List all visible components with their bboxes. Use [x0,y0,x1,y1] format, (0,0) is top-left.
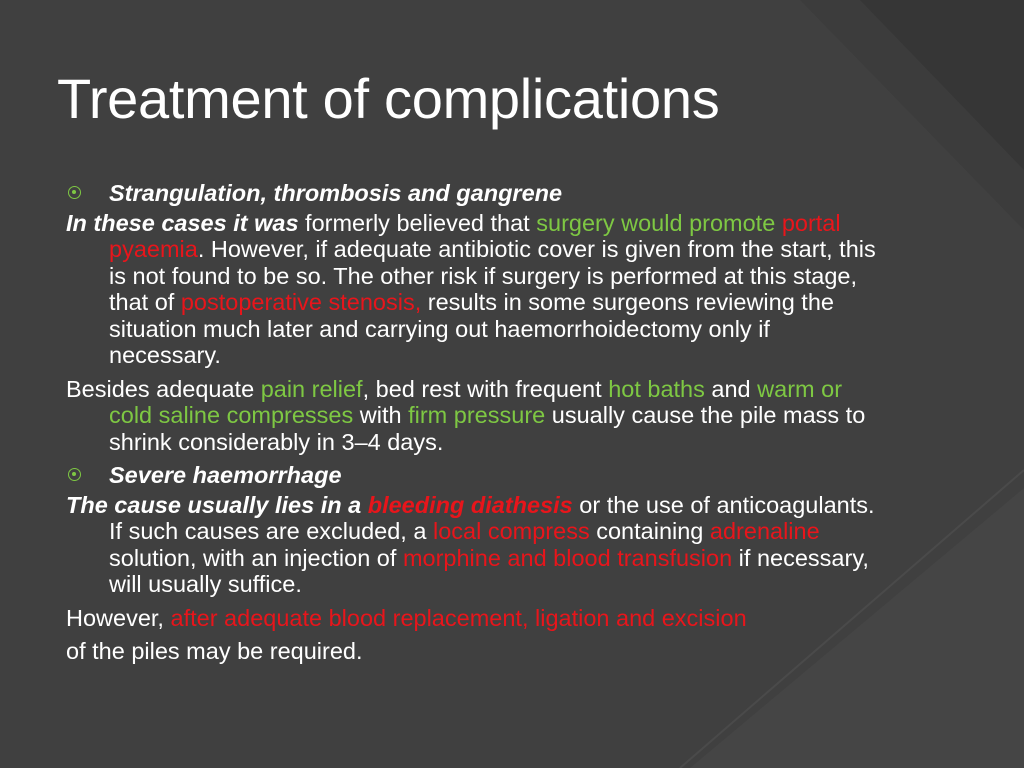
body-text: with [353,402,409,428]
body-text: However, [66,604,171,631]
body-text: usually cause the pile mass to shrink considerably in 3–4 days. [109,402,866,455]
section-heading: Strangulation, thrombosis and gangrene [109,180,563,206]
bullet-item-strangulation [66,180,886,207]
highlight-red: local compress [432,518,590,544]
highlight-green: pain relief [260,375,363,402]
lead-text: The cause usually lies in a [66,491,368,518]
highlight-green: warm or cold saline compresses [109,375,843,428]
body-text: . However, if adequate antibiotic cover is given from the start, this is not found to be so. The other risk if surgery is performed at this stage, that of [109,236,876,315]
body-text: Besides adequate [66,375,261,402]
paragraph-conservative-care [66,376,886,456]
circle-dot-icon [68,468,81,481]
section-heading: Severe haemorrhage [109,462,342,488]
highlight-green: firm pressure [408,402,546,428]
highlight-red: portal pyaemia [109,209,841,262]
circle-dot-icon [68,186,81,199]
paragraph-however [66,605,886,632]
body-text: containing [589,518,710,544]
slide-body [66,180,886,672]
body-text: if necessary, will usually suffice. [109,544,869,597]
highlight-red: postoperative stenosis, [180,289,422,315]
paragraph-strangulation-treatment [66,210,886,369]
highlight-green: hot baths [608,375,705,402]
page-title: Treatment of complications [57,67,720,130]
paragraph-haemorrhage-treatment [66,492,886,598]
highlight-red: bleeding diathesis [367,491,573,518]
body-text: , bed rest with frequent [362,375,609,402]
body-text: results in some surgeons reviewing the situation much later and carrying out haemorrhoidectomy only if necessary. [109,289,834,368]
body-text: solution, with an injection of [109,544,403,571]
highlight-red: morphine and blood transfusion [402,544,733,571]
bullet-item-haemorrhage [66,462,886,489]
highlight-red: adrenaline [709,518,820,544]
body-text: or the use of anticoagulants. If such causes are excluded, a [109,491,875,544]
paragraph-piles-excision: of the piles may be required. [66,638,363,664]
body-text: and [704,375,758,402]
lead-text: In these cases it was [66,209,299,236]
highlight-green: surgery would promote [536,209,776,236]
highlight-red: after adequate blood replacement, ligation and excision [170,604,747,631]
body-text: formerly believed that [298,209,537,236]
